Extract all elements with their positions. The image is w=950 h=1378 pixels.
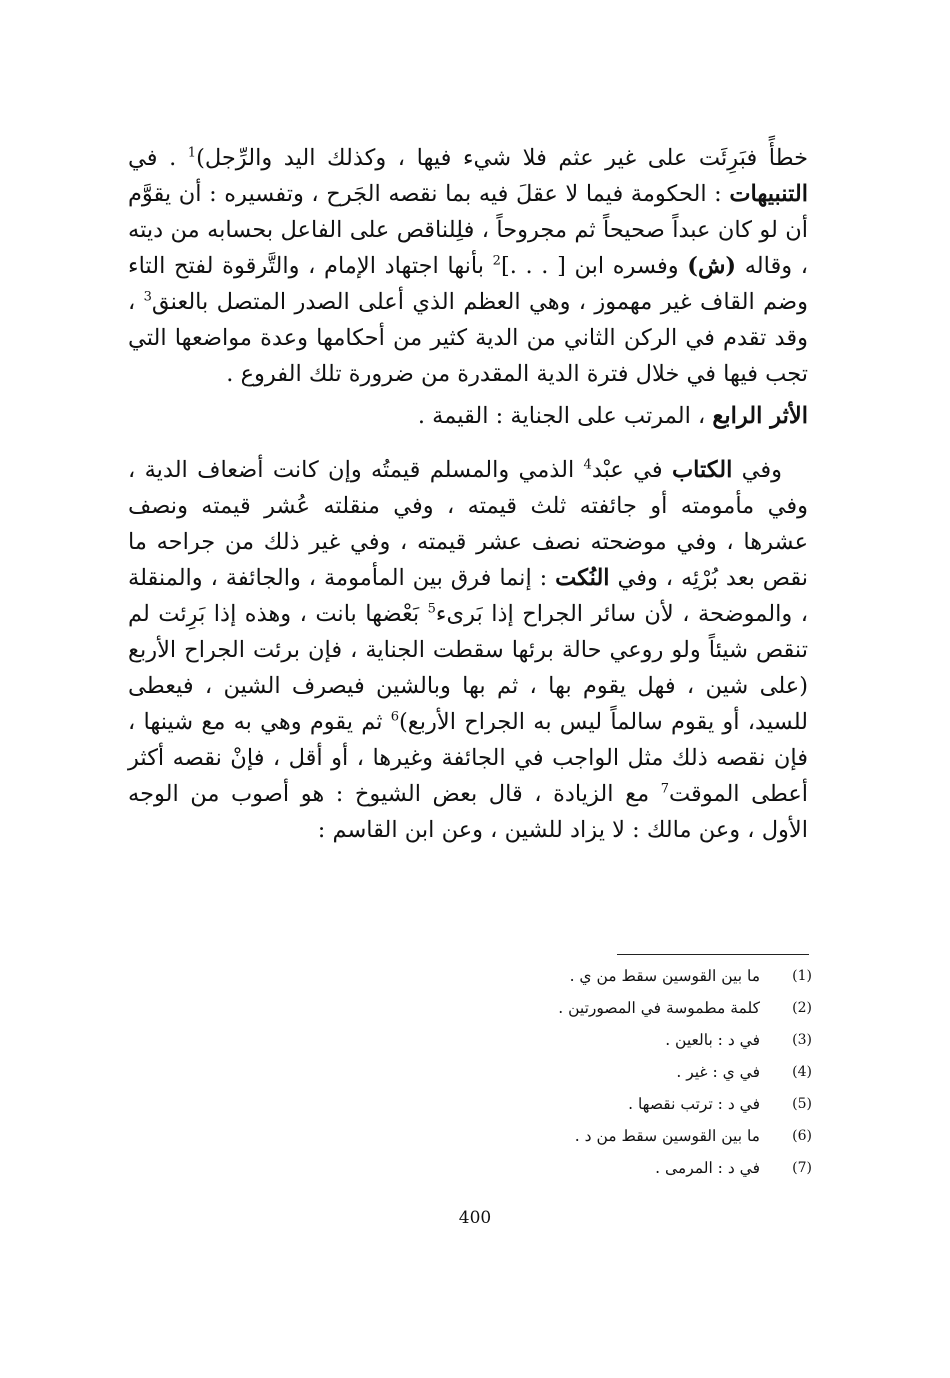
footnote-text: في د : المرمى .	[655, 1159, 760, 1177]
footnote-number: (3)	[792, 1032, 812, 1048]
text-span: ثم يقوم وهي به مع شينها ، فإن نقصه ذلك مثل الواجب في الجائفة وغيرها ، أو أقل ، فإنْ نقصه أكثر أعطى الموقت	[128, 709, 808, 807]
footnote-item	[430, 1152, 812, 1184]
text-span: : إنما فرق بين المأمومة ، والجائفة ، والمنقلة ، والموضحة ، لأن سائر الجراح إذا بَرىء	[128, 565, 808, 627]
footnote-ref-4: 4	[583, 457, 592, 473]
section-heading: الأثر الرابع	[712, 403, 808, 429]
footnote-number: (4)	[792, 1064, 812, 1080]
footnote-ref-2: 2	[492, 253, 501, 269]
keyword-kitab: الكتاب	[671, 457, 733, 483]
paragraph-3	[128, 452, 808, 848]
paragraph-2	[128, 398, 808, 434]
footnote-ref-5: 5	[427, 601, 436, 617]
text-span: بَعْضها بانت ، وهذه إذا بَرِئت لم تنقص شيئاً ولو روعي حالة برئها سقطت الجناية ، فإن برئت الجراح الأربع (على شين ، فهل يقوم بها ، ثم بها وبالشين فيصرف الشين ، فيعطى للسيد، أو يقوم سالماً ليس به الجراح الأربع)	[128, 601, 808, 735]
footnote-ref-7: 7	[660, 781, 669, 797]
paragraph-1	[128, 140, 808, 392]
footnote-text: ما بين القوسين سقط من د .	[574, 1127, 760, 1145]
footnote-item	[430, 960, 812, 992]
footnote-item	[430, 1120, 812, 1152]
text-span: وفسره ابن [ . . .]	[500, 253, 688, 279]
footnote-item	[430, 1024, 812, 1056]
footnote-text: كلمة مطموسة في المصورتين .	[558, 999, 760, 1017]
footnote-text: ما بين القوسين سقط من ي .	[569, 967, 760, 985]
text-span: الذمي والمسلم قيمتُه وإن كانت أضعاف الدية ، وفي مأمومته أو جائفته ثلث قيمته ، وفي منقلته عُشر قيمته ونصف عشرها ، وفي موضحته نصف عشر قيمته ، وفي غير ذلك من جراحه ما نقص بعد بُرْئِه ، وفي	[128, 457, 808, 591]
text-span: ، وقد تقدم في الركن الثاني من الدية كثير من أحكامها وعدة مواضعها التي تجب فيها في خلال فترة الدية المقدرة من ضرورة تلك الفروع .	[128, 289, 808, 387]
keyword-tanbihat: التنبيهات	[729, 181, 808, 207]
text-span: خطأً فبَرِئَت على غير عثم فلا شيء فيها ، وكذلك اليد والرِّجل)	[196, 145, 808, 171]
footnote-ref-3: 3	[143, 289, 152, 305]
footnote-divider	[617, 954, 809, 955]
text-span: وفي	[732, 457, 783, 483]
text-span: في عبْد	[591, 457, 672, 483]
text-span: : الحكومة فيما لا عقلَ فيه بما نقصه الجَرح ، وتفسيره : أن يقوَّم أن لو كان عبداً صحيحاً ثم مجروحاً ، فلِلناقص على الفاعل بحسابه من ديته ، وقاله	[128, 181, 808, 279]
footnote-number: (5)	[792, 1096, 812, 1112]
main-text	[128, 140, 808, 848]
text-span: ، المرتب على الجناية : القيمة .	[417, 403, 713, 429]
footnote-text: في ي : غير .	[676, 1063, 760, 1081]
text-span: بأنها اجتهاد الإمام ، والتَّرقوة لفتح التاء وضم القاف غير مهموز ، وهي العظم الذي أعلى الصدر المتصل بالعنق	[128, 253, 808, 315]
footnote-item	[430, 1088, 812, 1120]
keyword-shafii: (ش)	[687, 253, 737, 279]
footnote-text: في د : بالعين .	[665, 1031, 760, 1049]
footnote-number: (7)	[792, 1160, 812, 1176]
keyword-nukat: النُكت	[555, 565, 610, 591]
footnote-text: في د : ترتب نقصها .	[628, 1095, 760, 1113]
text-span: مع الزيادة ، قال بعض الشيوخ : هو أصوب من الوجه الأول ، وعن مالك : لا يزاد للشين ، وعن ابن القاسم :	[128, 781, 808, 843]
page-number: 400	[458, 1208, 492, 1228]
footnote-ref-6: 6	[390, 709, 400, 725]
footnote-item	[430, 1056, 812, 1088]
footnote-number: (2)	[792, 1000, 812, 1016]
footnote-item	[430, 992, 812, 1024]
footnote-ref-1: 1	[187, 145, 197, 161]
footnote-number: (6)	[792, 1128, 812, 1144]
footnotes	[430, 960, 812, 1184]
text-span: . في	[128, 145, 188, 171]
footnote-number: (1)	[792, 968, 812, 984]
